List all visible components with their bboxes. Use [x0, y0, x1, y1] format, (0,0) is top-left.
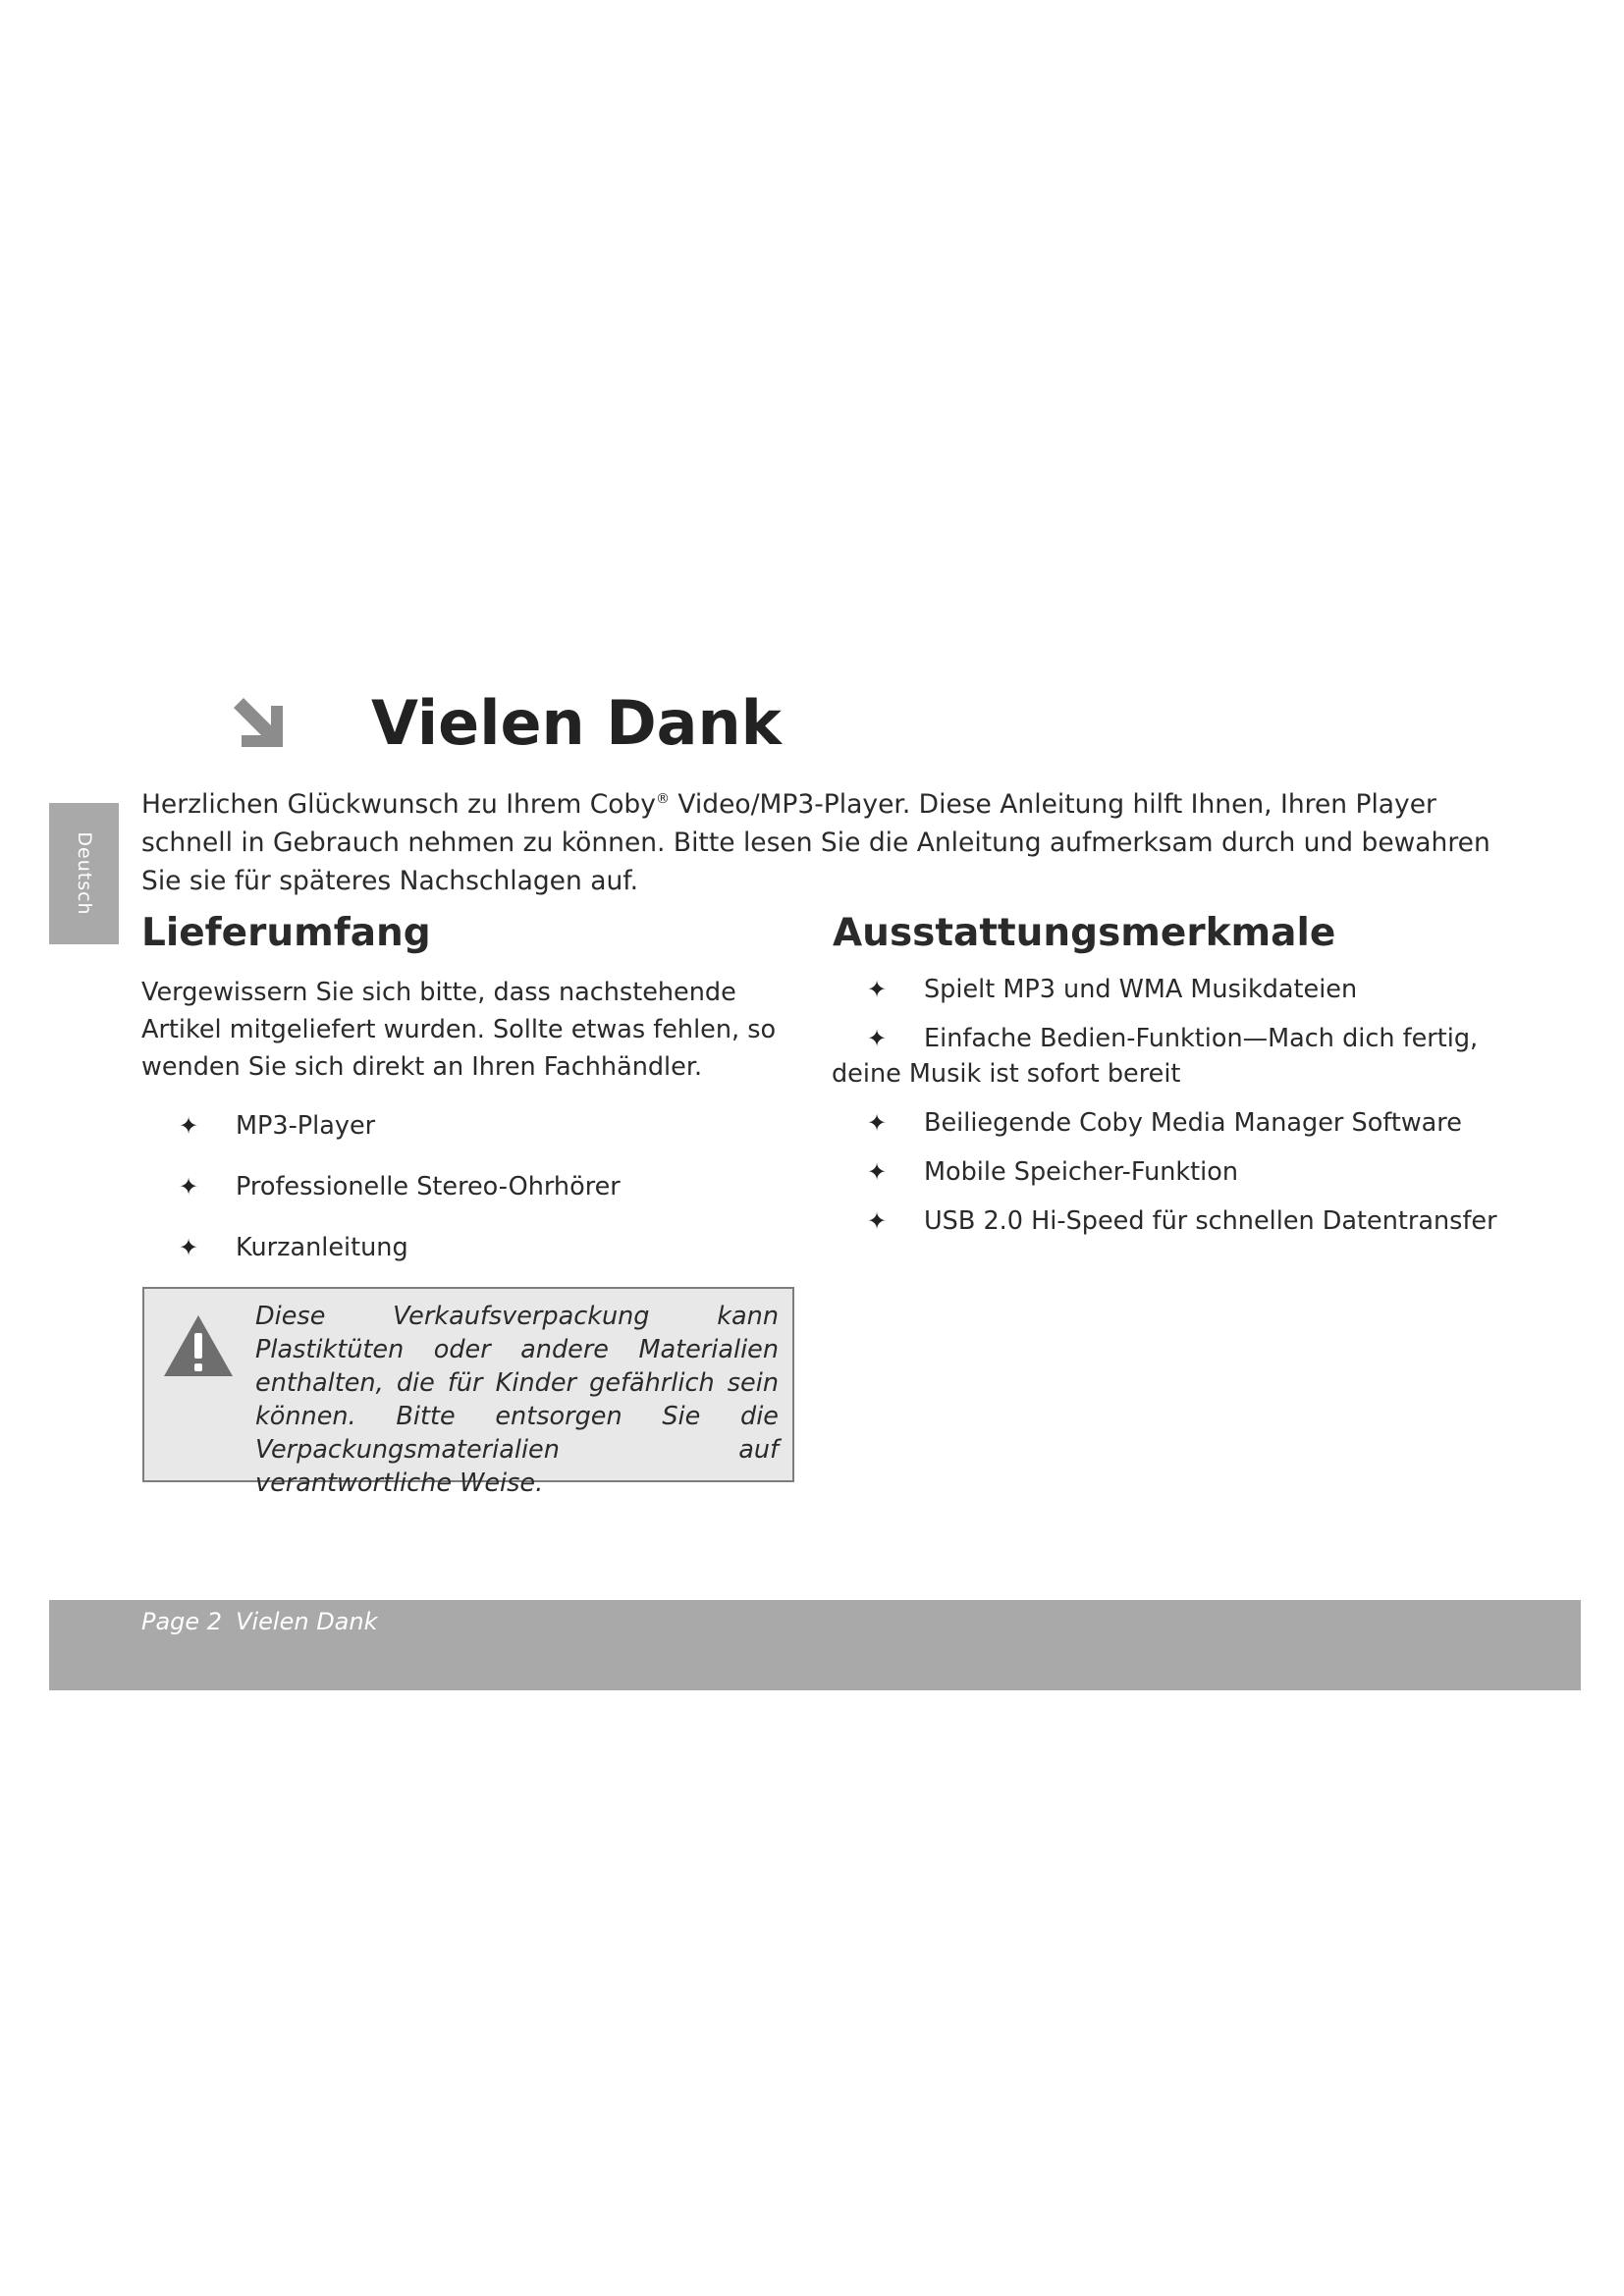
list-item	[867, 1203, 1554, 1239]
list-item-text-continued: deine Musik ist sofort bereit	[832, 1059, 1181, 1089]
intro-paragraph	[141, 785, 1501, 900]
four-point-star-icon: ✦	[867, 1207, 888, 1235]
warning-box	[142, 1287, 794, 1498]
contents-paragraph: Vergewissern Sie sich bitte, dass nachstehende Artikel mitgeliefert wurden. Sollte etwas fehlen, so wenden Sie sich direkt an Ihren Fachhändler.	[141, 978, 777, 1082]
list-item-text: MP3-Player	[236, 1111, 376, 1141]
four-point-star-icon: ✦	[179, 1112, 199, 1140]
footer-bar	[49, 1600, 1581, 1690]
four-point-star-icon: ✦	[867, 976, 888, 1003]
arrow-down-right-icon	[228, 692, 291, 755]
four-point-star-icon: ✦	[867, 1158, 888, 1186]
intro-text-end: Video/MP3-Player. Diese Anleitung hilft Ihnen, Ihren Player schnell in Gebrauch nehmen zu können. Bitte lesen Sie die Anleitung aufmerksam durch und bewahren Sie sie für späteres Nachschlagen auf.	[141, 789, 1490, 896]
list-item-text: Spielt MP3 und WMA Musikdateien	[924, 975, 1358, 1004]
list-item	[179, 1105, 787, 1166]
list-item	[832, 1021, 1554, 1092]
four-point-star-icon: ✦	[179, 1173, 199, 1201]
four-point-star-icon: ✦	[867, 1109, 888, 1137]
footer-label	[141, 1608, 378, 1635]
features-list	[832, 972, 1554, 1253]
page-title: Vielen Dank	[371, 687, 782, 759]
registered-mark: ®	[655, 791, 670, 807]
list-item-text: Professionelle Stereo-Ohrhörer	[236, 1172, 621, 1201]
list-item-text: Mobile Speicher-Funktion	[924, 1157, 1239, 1187]
features-heading: Ausstattungsmerkmale	[833, 911, 1336, 955]
four-point-star-icon: ✦	[867, 1025, 888, 1052]
list-item-text: Kurzanleitung	[236, 1233, 408, 1262]
warning-triangle-icon	[162, 1313, 235, 1378]
list-item	[867, 972, 1554, 1007]
list-item-text: Einfache Bedien-Funktion—Mach dich fertig,	[924, 1024, 1479, 1053]
contents-list	[179, 1105, 787, 1288]
list-item	[867, 1154, 1554, 1190]
contents-heading: Lieferumfang	[141, 911, 431, 955]
warning-text: Diese Verkaufsverpackung kann Plastiktüten oder andere Materialien enthalten, die für Kinder gefährlich sein können. Bitte entsorgen Sie die Verpackungsmaterialien auf verantwortliche Weise.	[255, 1302, 779, 1498]
four-point-star-icon: ✦	[179, 1234, 199, 1261]
language-side-tab	[49, 803, 119, 944]
page-number: Page 2	[141, 1608, 223, 1635]
list-item	[179, 1166, 787, 1227]
side-tab-label: Deutsch	[73, 831, 95, 916]
intro-text-start: Herzlichen Glückwunsch zu Ihrem Coby	[141, 789, 656, 820]
list-item-text: USB 2.0 Hi-Speed für schnellen Datentransfer	[924, 1206, 1497, 1236]
list-item	[179, 1227, 787, 1288]
list-item-text: Beiliegende Coby Media Manager Software	[924, 1108, 1462, 1138]
footer-section-title: Vielen Dank	[236, 1608, 378, 1635]
list-item	[867, 1105, 1554, 1141]
